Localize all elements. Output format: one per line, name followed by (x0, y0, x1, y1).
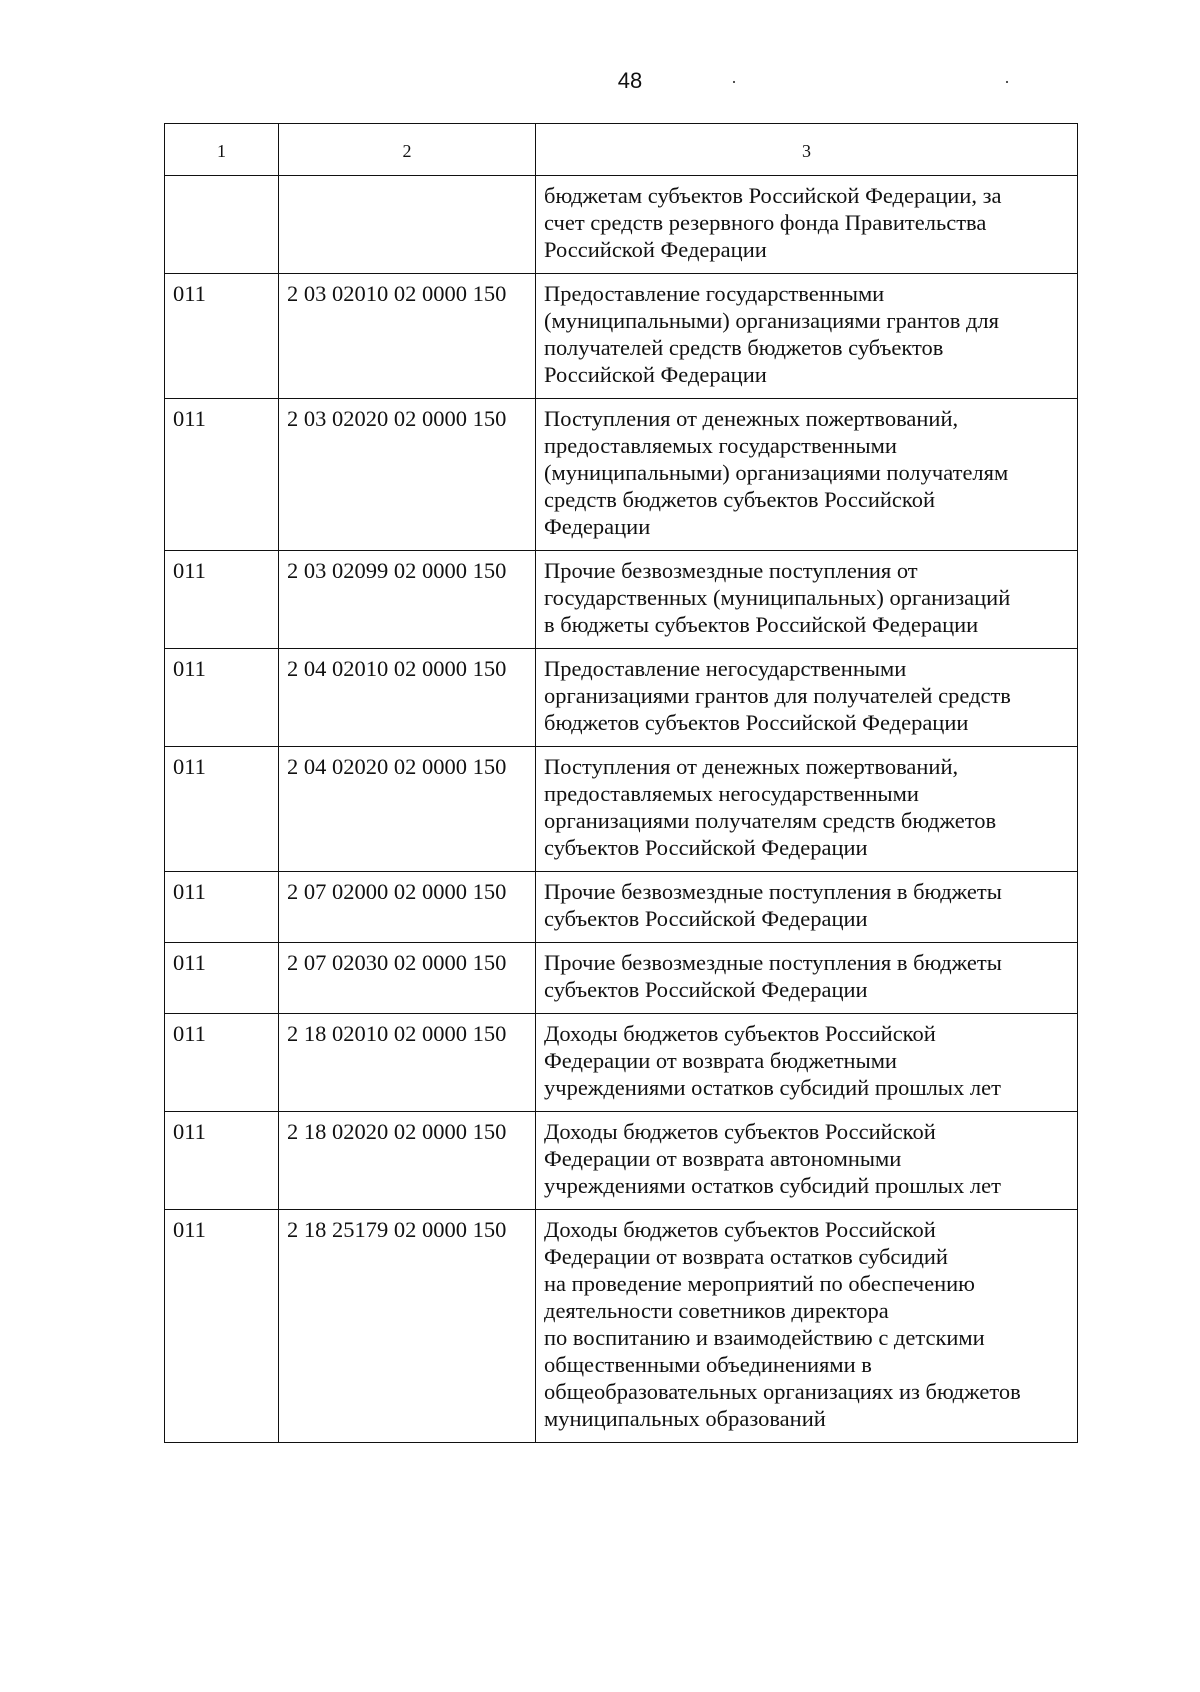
description-line: (муниципальными) организациями получателям (544, 460, 1009, 485)
description-line: муниципальных образований (544, 1406, 826, 1431)
description-line: в бюджеты субъектов Российской Федерации (544, 612, 979, 637)
revenue-code-cell (279, 176, 536, 274)
description-line: Российской Федерации (544, 237, 767, 262)
revenue-code-cell: 2 07 02030 02 0000 150 (279, 943, 536, 1014)
revenue-description-cell (536, 747, 1078, 872)
page-number: 48 (617, 68, 643, 93)
revenue-code-cell: 2 18 25179 02 0000 150 (279, 1210, 536, 1443)
revenue-description-cell (536, 1210, 1078, 1443)
description-line: общеобразовательных организациях из бюджетов (544, 1379, 1021, 1404)
table-row (165, 274, 1078, 399)
revenue-description-cell (536, 943, 1078, 1014)
description-line: Российской Федерации (544, 362, 767, 387)
description-line: Поступления от денежных пожертвований, (544, 406, 959, 431)
revenue-description-cell (536, 1014, 1078, 1112)
revenue-code-cell: 2 04 02010 02 0000 150 (279, 649, 536, 747)
description-line: учреждениями остатков субсидий прошлых лет (544, 1173, 1001, 1198)
admin-code-cell: 011 (165, 943, 279, 1014)
description-line: Прочие безвозмездные поступления в бюджеты (544, 879, 1002, 904)
description-line: предоставляемых негосударственными (544, 781, 919, 806)
revenue-code-cell: 2 03 02010 02 0000 150 (279, 274, 536, 399)
description-line: общественными объединениями в (544, 1352, 872, 1377)
description-line: Поступления от денежных пожертвований, (544, 754, 959, 779)
description-line: Прочие безвозмездные поступления в бюджеты (544, 950, 1002, 975)
description-line: (муниципальными) организациями грантов для (544, 308, 999, 333)
table-row (165, 943, 1078, 1014)
description-line: субъектов Российской Федерации (544, 835, 868, 860)
revenue-codes-table (164, 123, 1078, 1443)
revenue-code-cell: 2 18 02010 02 0000 150 (279, 1014, 536, 1112)
description-line: Федерации от возврата бюджетными (544, 1048, 897, 1073)
table-row (165, 1014, 1078, 1112)
description-line: средств бюджетов субъектов Российской (544, 487, 935, 512)
table-row (165, 649, 1078, 747)
admin-code-cell: 011 (165, 872, 279, 943)
revenue-description-cell (536, 274, 1078, 399)
description-line: организациями грантов для получателей средств (544, 683, 1011, 708)
scan-speck: · (731, 72, 737, 92)
revenue-description-cell (536, 551, 1078, 649)
revenue-code-cell: 2 18 02020 02 0000 150 (279, 1112, 536, 1210)
description-line: счет средств резервного фонда Правительства (544, 210, 987, 235)
admin-code-cell: 011 (165, 551, 279, 649)
description-line: субъектов Российской Федерации (544, 977, 868, 1002)
revenue-description-cell (536, 399, 1078, 551)
table-body (165, 176, 1078, 1443)
table-row (165, 1112, 1078, 1210)
admin-code-cell: 011 (165, 274, 279, 399)
description-line: Доходы бюджетов субъектов Российской (544, 1217, 936, 1242)
revenue-description-cell (536, 872, 1078, 943)
description-line: Прочие безвозмездные поступления от (544, 558, 918, 583)
admin-code-cell: 011 (165, 1014, 279, 1112)
table-row (165, 872, 1078, 943)
admin-code-cell: 011 (165, 1210, 279, 1443)
description-line: Доходы бюджетов субъектов Российской (544, 1021, 936, 1046)
table-row (165, 747, 1078, 872)
description-line: деятельности советников директора (544, 1298, 889, 1323)
revenue-code-cell: 2 04 02020 02 0000 150 (279, 747, 536, 872)
revenue-description-cell (536, 1112, 1078, 1210)
admin-code-cell: 011 (165, 747, 279, 872)
scan-speck: · (1004, 72, 1010, 92)
description-line: государственных (муниципальных) организаций (544, 585, 1011, 610)
revenue-description-cell (536, 176, 1078, 274)
table-row (165, 551, 1078, 649)
description-line: Предоставление государственными (544, 281, 885, 306)
table-header-row (165, 124, 1078, 176)
description-line: учреждениями остатков субсидий прошлых лет (544, 1075, 1001, 1100)
revenue-code-cell: 2 07 02000 02 0000 150 (279, 872, 536, 943)
description-line: получателей средств бюджетов субъектов (544, 335, 944, 360)
description-line: организациями получателям средств бюджетов (544, 808, 997, 833)
revenue-code-cell: 2 03 02020 02 0000 150 (279, 399, 536, 551)
revenue-description-cell (536, 649, 1078, 747)
revenue-code-cell: 2 03 02099 02 0000 150 (279, 551, 536, 649)
description-line: Федерации от возврата остатков субсидий (544, 1244, 948, 1269)
column-header-3: 3 (536, 124, 1078, 176)
description-line: бюджетов субъектов Российской Федерации (544, 710, 969, 735)
description-line: субъектов Российской Федерации (544, 906, 868, 931)
description-line: по воспитанию и взаимодействию с детскими (544, 1325, 985, 1350)
column-header-2: 2 (279, 124, 536, 176)
admin-code-cell: 011 (165, 399, 279, 551)
description-line: Предоставление негосударственными (544, 656, 907, 681)
admin-code-cell (165, 176, 279, 274)
description-line: Федерации от возврата автономными (544, 1146, 902, 1171)
column-header-1: 1 (165, 124, 279, 176)
admin-code-cell: 011 (165, 649, 279, 747)
description-line: Доходы бюджетов субъектов Российской (544, 1119, 936, 1144)
description-line: предоставляемых государственными (544, 433, 897, 458)
admin-code-cell: 011 (165, 1112, 279, 1210)
description-line: на проведение мероприятий по обеспечению (544, 1271, 975, 1296)
table-row (165, 399, 1078, 551)
table-row (165, 176, 1078, 274)
description-line: бюджетам субъектов Российской Федерации, за (544, 183, 1002, 208)
table-row (165, 1210, 1078, 1443)
description-line: Федерации (544, 514, 651, 539)
